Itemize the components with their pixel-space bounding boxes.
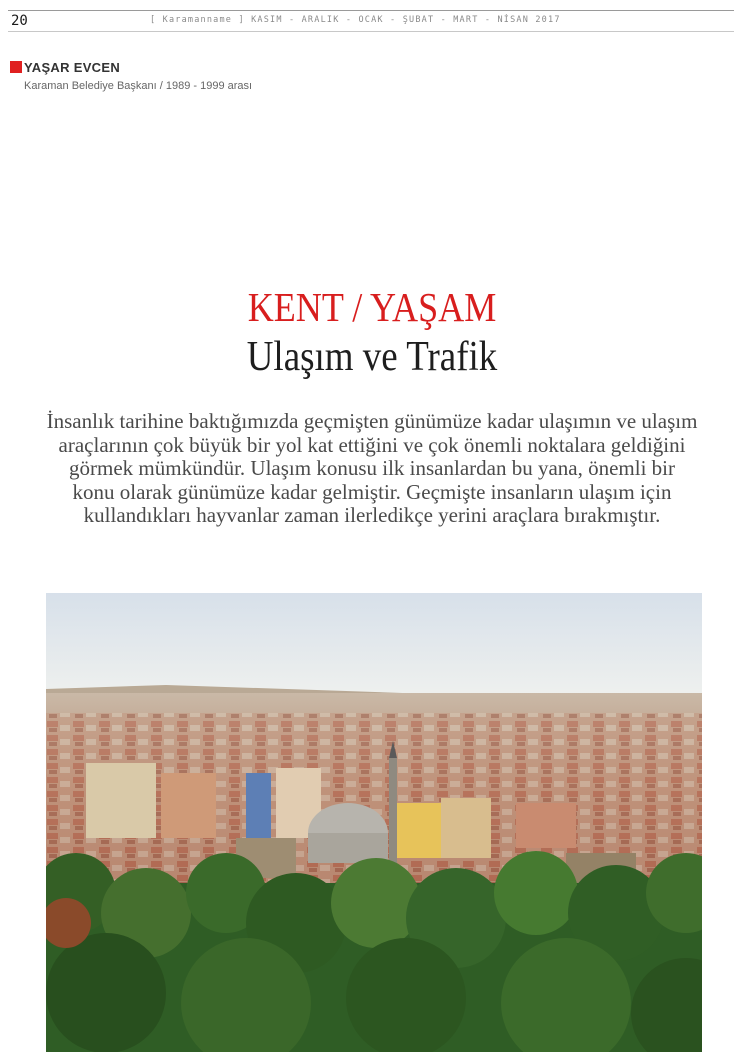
- section-kicker: KENT / YAŞAM: [247, 284, 497, 330]
- header-rule-top: [8, 10, 734, 11]
- article-title: Ulaşım ve Trafik: [246, 334, 498, 380]
- mosque-dome: [308, 803, 388, 863]
- running-head: [ Karamanname ] KASIM - ARALIK - OCAK - ŞUBAT - MART - NİSAN 2017: [150, 15, 561, 25]
- author-marker-square: [10, 61, 22, 73]
- city-panorama-photo: [46, 593, 702, 1052]
- foreground-trees: [46, 851, 702, 1052]
- intro-line: İnsanlık tarihine baktığımızda geçmişten günümüze kadar ulaşımın ve ulaşım: [46, 409, 698, 433]
- page-number: 20: [11, 13, 28, 29]
- intro-line: konu olarak günümüze kadar gelmiştir. Geçmişte insanların ulaşım için: [72, 479, 672, 504]
- author-name: YAŞAR EVCEN: [24, 60, 121, 75]
- sky: [46, 593, 702, 693]
- intro-line: kullandıkları hayvanlar zaman ilerledikçe yerini araçlara bırakmıştır.: [83, 503, 661, 527]
- intro-line: araçlarının çok büyük bir yol kat ettiğini ve çok önemli noktalara geldiğini: [58, 432, 686, 457]
- header-rule-bottom: [8, 31, 734, 32]
- minaret: [389, 758, 397, 868]
- intro-line: görmek mümkündür. Ulaşım konusu ilk insanlardan bu yana, önemli bir: [69, 456, 675, 480]
- author-title: Karaman Belediye Başkanı / 1989 - 1999 arası: [24, 80, 253, 92]
- article-intro: [40, 410, 704, 528]
